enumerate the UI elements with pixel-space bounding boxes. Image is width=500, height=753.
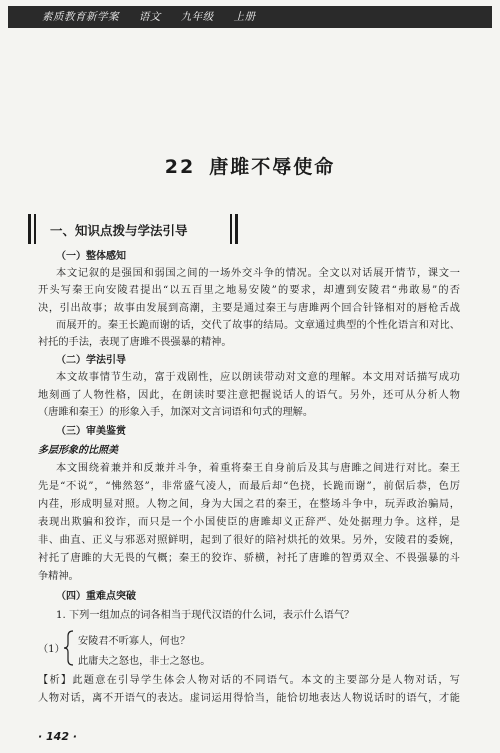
paragraph-line: 地刻画了人物性格，因此，在朗读时要注意把握说话人的语气。另外，还可从分析人物 [38, 390, 460, 401]
question-text: 1. 下列一组加点的词各相当于现代汉语的什么词，表示什么语气？ [56, 610, 355, 621]
question-item [38, 630, 238, 666]
header-text [42, 9, 272, 24]
subsection-heading-method: （二）学法引导 [56, 355, 126, 366]
banner-bar-left [28, 214, 31, 244]
paragraph-line: 决，引出故事；故事由发展到高潮，主要是通过秦王与唐雎两个回合针锋相对的唇枪舌战 [38, 303, 460, 314]
paragraph-line: 本文围绕着兼并和反兼并斗争，着重将秦王自身前后及其与唐雎之间进行对比。秦王 [56, 463, 460, 474]
left-brace-icon [62, 630, 76, 666]
item-sentence: 安陵君不听寡人，何也？ [78, 636, 191, 647]
subsection-heading-appreciation: （三）审美鉴赏 [56, 426, 126, 437]
analysis-line: 【析】此题意在引导学生体会人物对话的不同语气。本文的主要部分是人物对话，写 [38, 675, 460, 686]
subsection-heading-keypoints: （四）重难点突破 [56, 591, 136, 602]
paragraph-line: 本文故事情节生动，富于戏剧性，应以朗读带动对文意的理解。本文用对话描写成功 [56, 372, 460, 383]
banner-bar-left-thin [34, 214, 36, 244]
item-label: （1） [38, 644, 65, 655]
paragraph-line: 非、曲直、正义与邪恶对照鲜明，起到了很好的陪衬烘托的效果。另外，安陵君的委婉， [38, 535, 460, 546]
page-number: · 142 · [38, 730, 77, 743]
running-header [8, 6, 492, 30]
header-series: 素质教育新学案 [42, 11, 119, 23]
paragraph-line: 而展开的。秦王长跪而谢的话，交代了故事的结局。文章通过典型的个性化语言和对比、 [56, 320, 460, 331]
header-subject: 语文 [138, 11, 161, 23]
paragraph-line: 争精神。 [38, 571, 79, 582]
appreciation-subtitle: 多层形象的比照美 [38, 445, 118, 456]
header-grade: 九年级 [180, 11, 214, 23]
section-banner [28, 214, 242, 244]
section-title: 一、知识点拨与学法引导 [50, 223, 188, 238]
paragraph-line: 先是“不说”，“怫然怒”，非常盛气凌人，而最后却“色挠，长跪而谢”，前倨后恭，色厉 [38, 481, 460, 492]
chapter-title [0, 152, 500, 179]
paragraph-line: 本文记叙的是强国和弱国之间的一场外交斗争的情况。全文以对话展开情节，课文一 [56, 268, 460, 279]
chapter-number: 22 [164, 156, 196, 178]
analysis-line: 人物对话，离不开语气的表达。虚词运用得恰当，能恰切地表达人物说话时的语气，才能 [38, 693, 460, 704]
paragraph-line: 开头写秦王向安陵君提出“以五百里之地易安陵”的要求，却遭到安陵君“弗敢易”的否 [38, 285, 460, 296]
banner-bar-right-thin [230, 214, 232, 244]
paragraph-line: 表现出欺骗和狡诈，而只是一个小国使臣的唐雎却义正辞严、处处据理力争。这样，是 [38, 517, 460, 528]
chapter-title-text: 唐雎不辱使命 [209, 156, 336, 178]
paragraph-line: 衬托了唐雎的大无畏的气概；秦王的狡诈、骄横，衬托了唐雎的智勇双全、不畏强暴的斗 [38, 553, 460, 564]
banner-bar-right [235, 214, 238, 244]
header-volume: 上册 [233, 11, 256, 23]
item-sentence: 此庸夫之怒也，非士之怒也。 [78, 656, 211, 667]
paragraph-line: （唐雎和秦王）的形象入手，加深对文言词语和句式的理解。 [38, 407, 314, 418]
subsection-heading-overview: （一）整体感知 [56, 251, 126, 262]
paragraph-line: 衬托的手法，表现了唐雎不畏强暴的精神。 [38, 337, 232, 348]
paragraph-line: 内荏，形成明显对照。人物之间，身为大国之君的秦王，在整场斗争中，玩弄政治骗局， [38, 499, 460, 510]
